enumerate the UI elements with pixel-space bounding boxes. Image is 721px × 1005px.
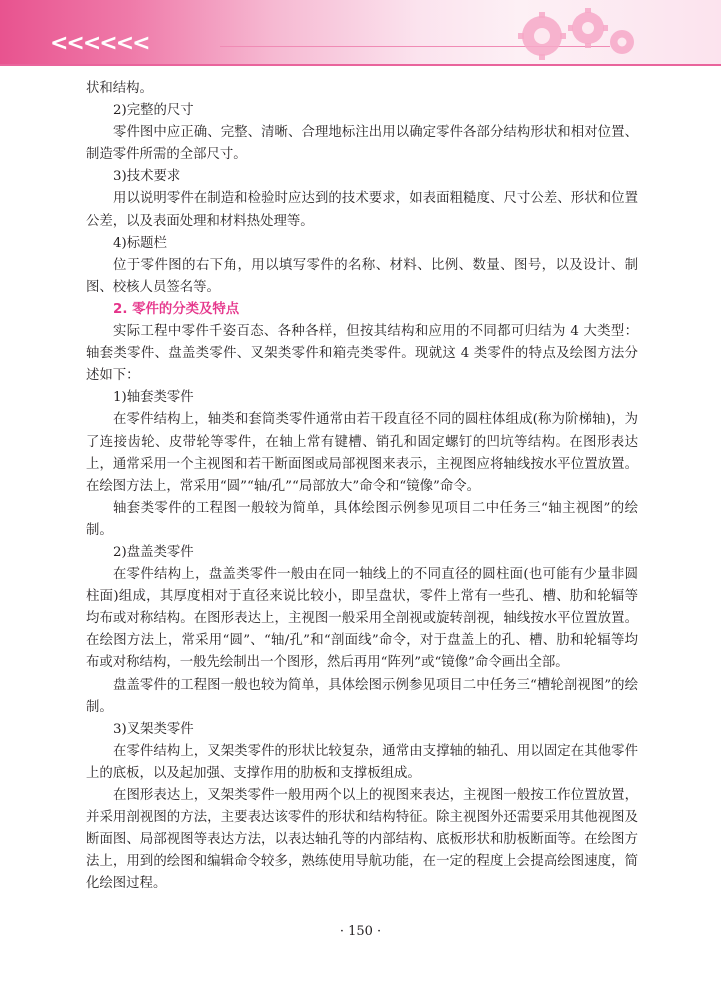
page-number: · 150 · (339, 924, 382, 939)
subheading: 2)盘盖类零件 (113, 544, 194, 560)
subheading: 2)完整的尺寸 (113, 103, 194, 119)
chevron-decoration-icon: <<<<<< (50, 31, 149, 56)
subheading: 3)叉架类零件 (113, 721, 194, 737)
paragraph: 在图形表达上，叉架类零件一般用两个以上的视图来表达，主视图一般按工作位置放置，并采用剖视图的方法，主要表达该零件的形状和结构特征。除主视图外还需要采用其他视图及断面图、局部视图等表达方法，以表达轴孔等的内部结构、底板形状和肋板断面等。在绘图方法上，用到的绘图和编辑命令较多，熟练使用导航功能，在一定的程度上会提高绘图速度，简化绘图过程。 (86, 788, 638, 892)
section-title: 2. 零件的分类及特点 (113, 301, 240, 317)
subheading: 4)标题栏 (113, 235, 167, 251)
subheading: 1)轴套类零件 (113, 390, 194, 406)
paragraph: 盘盖零件的工程图一般也较为简单，具体绘图示例参见项目二中任务三“槽轮剖视图”的绘制。 (86, 677, 638, 715)
paragraph: 在零件结构上，叉架类零件的形状比较复杂，通常由支撑轴的轴孔、用以固定在其他零件上的底板，以及起加强、支撑作用的肋板和支撑板组成。 (86, 743, 638, 781)
paragraph: 零件图中应正确、完整、清晰、合理地标注出用以确定零件各部分结构形状和相对位置、制造零件所需的全部尺寸。 (86, 125, 638, 163)
paragraph: 位于零件图的右下角，用以填写零件的名称、材料、比例、数量、图号，以及设计、制图、校核人员签名等。 (86, 257, 638, 295)
paragraph: 用以说明零件在制造和检验时应达到的技术要求，如表面粗糙度、尺寸公差、形状和位置公差，以及表面处理和材料热处理等。 (86, 191, 638, 229)
paragraph: 在零件结构上，盘盖类零件一般由在同一轴线上的不同直径的圆柱面(也可能有少量非圆柱面)组成，其厚度相对于直径来说比较小，即呈盘状，零件上常有一些孔、槽、肋和轮辐等均布或对称结构。在图形表达上，主视图一般采用全剖视或旋转剖视，轴线按水平位置放置。在绘图方法上，常采用“圆”、“轴/孔”和“剖面线”命令，对于盘盖上的孔、槽、肋和轮辐等均布或对称结构，一般先绘制出一个图形，然后再用“阵列”或“镜像”命令画出全部。 (86, 567, 638, 671)
page-body (86, 78, 638, 895)
paragraph: 实际工程中零件千姿百态、各种各样，但按其结构和应用的不同都可归结为 4 大类型：轴套类零件、盘盖类零件、叉架类零件和箱壳类零件。现就这 4 类零件的特点及绘图方法分述如下： (86, 324, 638, 384)
paragraph: 在零件结构上，轴类和套筒类零件通常由若干段直径不同的圆柱体组成(称为阶梯轴)，为了连接齿轮、皮带轮等零件，在轴上常有键槽、销孔和固定螺钉的凹坑等结构。在图形表达上，通常采用一个主视图和若干断面图或局部视图来表示，主视图应将轴线按水平位置放置。在绘图方法上，常采用“圆”“轴/孔”“局部放大”命令和“镜像”命令。 (86, 412, 638, 494)
paragraph: 轴套类零件的工程图一般较为简单，具体绘图示例参见项目二中任务三“轴主视图”的绘制。 (86, 500, 638, 538)
paragraph: 状和结构。 (86, 81, 153, 96)
header-rule (0, 64, 721, 66)
gear-icon (500, 2, 640, 64)
subheading: 3)技术要求 (113, 169, 181, 185)
